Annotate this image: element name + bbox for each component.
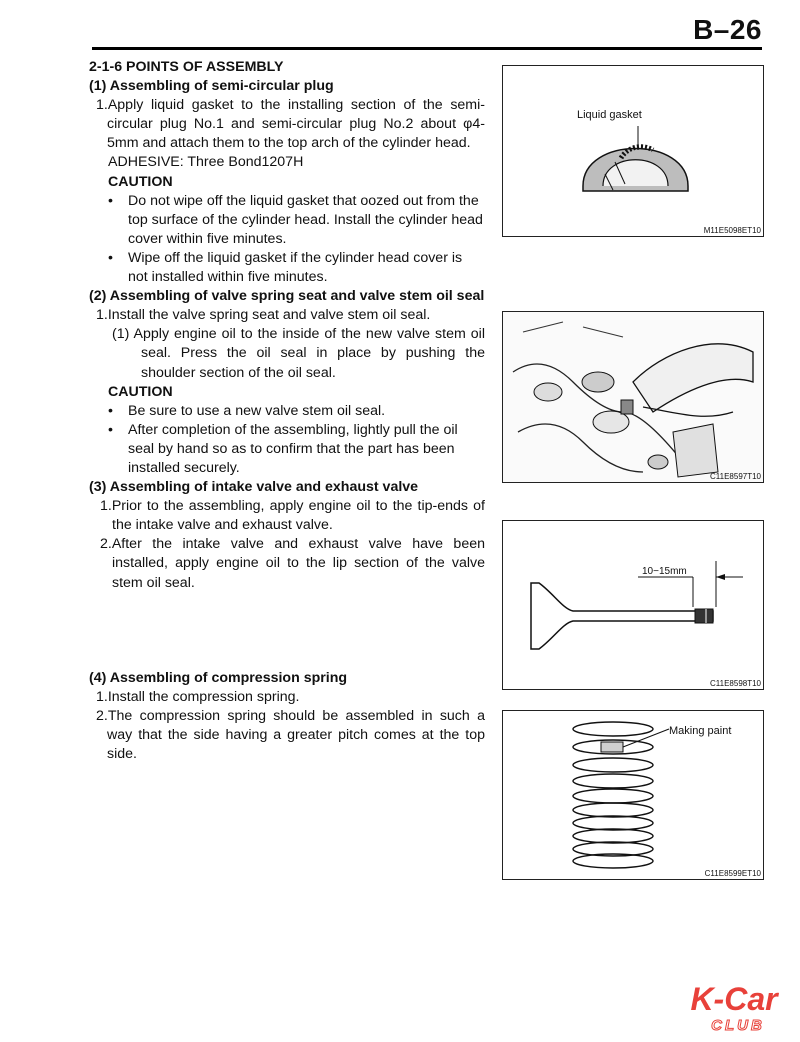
oil-seal-photo [503,312,763,482]
s2-heading: (2) Assembling of valve spring seat and valve stem oil seal [89,288,485,305]
body-text [89,58,485,764]
watermark-line2: CLUB [711,1017,765,1034]
figure-code: C11E8599ET10 [704,869,761,878]
making-paint-label: Making paint [669,725,732,737]
figure-code: M11E5098ET10 [703,226,761,235]
liquid-gasket-label: Liquid gasket [577,109,642,121]
figure-compression-spring [502,710,764,880]
s3-step1: 1.Prior to the assembling, apply engine oil to the tip-ends of the intake valve and exhaust valve. [100,498,485,534]
section-title: 2-1-6 POINTS OF ASSEMBLY [89,59,284,75]
semi-circular-plug-drawing [503,66,763,236]
s4-step1: 1.Install the compression spring. [96,688,300,705]
figure-valve-stem-oil-seal [502,311,764,483]
valve-drawing [503,521,763,689]
figure-code: C11E8597T10 [710,472,761,481]
s1-step1: 1.Apply liquid gasket to the installing section of the semi-circular plug No.1 and semi-circular plug No.2 about φ4-5mm and attach them to the top arch of the cylinder head. [96,97,485,152]
kcar-club-watermark [674,980,794,1036]
s4-step2: 2.The compression spring should be assembled in such a way that the side having a greater pitch comes at the top side. [96,707,485,762]
s1-caution-1: • Do not wipe off the liquid gasket that oozed out from the top surface of the cylinder head. Install the cylinder head cover within five minutes. [89,192,485,249]
s2-caution-2: • After completion of the assembling, lightly pull the oil seal by hand so as to confirm that the part has been installed securely. [89,421,485,478]
s4-heading: (4) Assembling of compression spring [89,669,348,686]
s1-heading: (1) Assembling of semi-circular plug [89,78,334,95]
s2-caution-label: CAUTION [108,383,173,400]
s2-step1: 1.Install the valve spring seat and valve stem oil seal. [96,307,431,324]
s1-caution-2: • Wipe off the liquid gasket if the cylinder head cover is not installed within five minutes. [89,249,485,287]
figure-semi-circular-plug [502,65,764,237]
figure-code: C11E8598T10 [710,679,761,688]
s1-adhesive: ADHESIVE: Three Bond1207H [108,154,304,171]
s2-sub1: (1) Apply engine oil to the inside of the new valve stem oil seal. Press the oil seal in place by pushing the shoulder section of the oil seal. [112,326,485,381]
header-rule [92,47,762,50]
figure-intake-exhaust-valve [502,520,764,690]
s3-heading: (3) Assembling of intake valve and exhaust valve [89,479,419,496]
dimension-label: 10−15mm [642,566,687,577]
s3-step2: 2.After the intake valve and exhaust valve have been installed, apply engine oil to the lip section of the valve stem oil seal. [100,536,485,591]
s2-caution-1: • Be sure to use a new valve stem oil seal. [89,402,485,421]
watermark-line1: K-Car [690,981,778,1017]
page-number: B–26 [693,14,762,45]
s1-caution-label: CAUTION [108,173,173,190]
